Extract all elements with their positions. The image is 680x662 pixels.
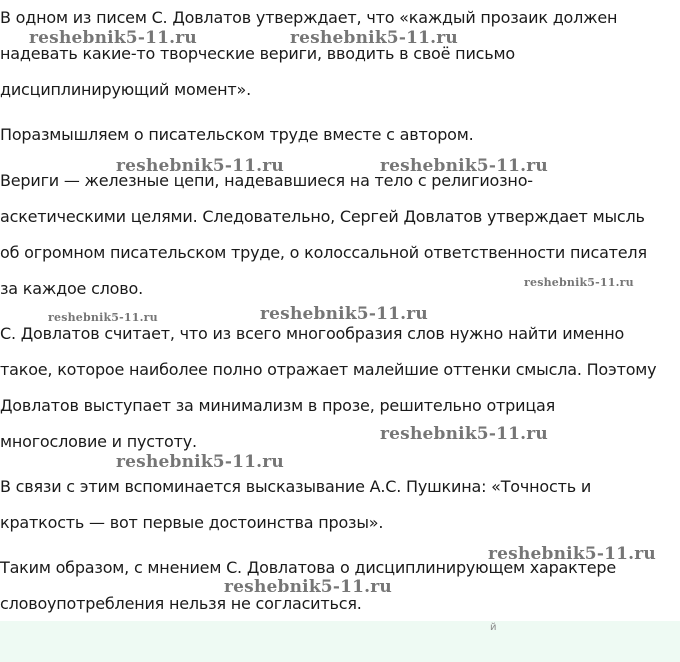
- text-line: надевать какие-то творческие вериги, вводить в своё письмо: [0, 44, 515, 63]
- bottom-strip: [0, 621, 680, 662]
- text-line: многословие и пустоту.: [0, 432, 197, 451]
- text-line: Довлатов выступает за минимализм в прозе, решительно отрицая: [0, 396, 556, 415]
- watermark: reshebnik5-11.ru: [488, 544, 656, 564]
- text-line: В одном из писем С. Довлатов утверждает, что «каждый прозаик должен: [0, 8, 618, 27]
- watermark: reshebnik5-11.ru: [290, 28, 458, 48]
- watermark: reshebnik5-11.ru: [224, 577, 392, 597]
- watermark: reshebnik5-11.ru: [116, 452, 284, 472]
- text-line: словоупотребления нельзя не согласиться.: [0, 594, 362, 613]
- watermark: reshebnik5-11.ru: [524, 276, 634, 289]
- text-line: такое, которое наиболее полно отражает малейшие оттенки смысла. Поэтому: [0, 360, 657, 379]
- text-line: Таким образом, с мнением С. Довлатова о дисциплинирующем характере: [0, 558, 616, 577]
- text-line: Вериги — железные цепи, надевавшиеся на тело с религиозно-: [0, 171, 533, 190]
- text-line: аскетическими целями. Следовательно, Сергей Довлатов утверждает мысль: [0, 207, 645, 226]
- watermark: reshebnik5-11.ru: [29, 28, 197, 48]
- watermark: reshebnik5-11.ru: [116, 156, 284, 176]
- watermark: reshebnik5-11.ru: [380, 424, 548, 444]
- footer-mark: й: [490, 622, 497, 633]
- text-line: Поразмышляем о писательском труде вместе с автором.: [0, 125, 474, 144]
- text-line: В связи с этим вспоминается высказывание А.С. Пушкина: «Точность и: [0, 477, 592, 496]
- watermark: reshebnik5-11.ru: [260, 304, 428, 324]
- text-line: за каждое слово.: [0, 279, 143, 298]
- watermark: reshebnik5-11.ru: [48, 311, 158, 324]
- text-line: об огромном писательском труде, о колоссальной ответственности писателя: [0, 243, 647, 262]
- text-line: краткость — вот первые достоинства прозы».: [0, 513, 384, 532]
- watermark: reshebnik5-11.ru: [380, 156, 548, 176]
- text-line: С. Довлатов считает, что из всего многообразия слов нужно найти именно: [0, 324, 625, 343]
- text-line: дисциплинирующий момент».: [0, 80, 251, 99]
